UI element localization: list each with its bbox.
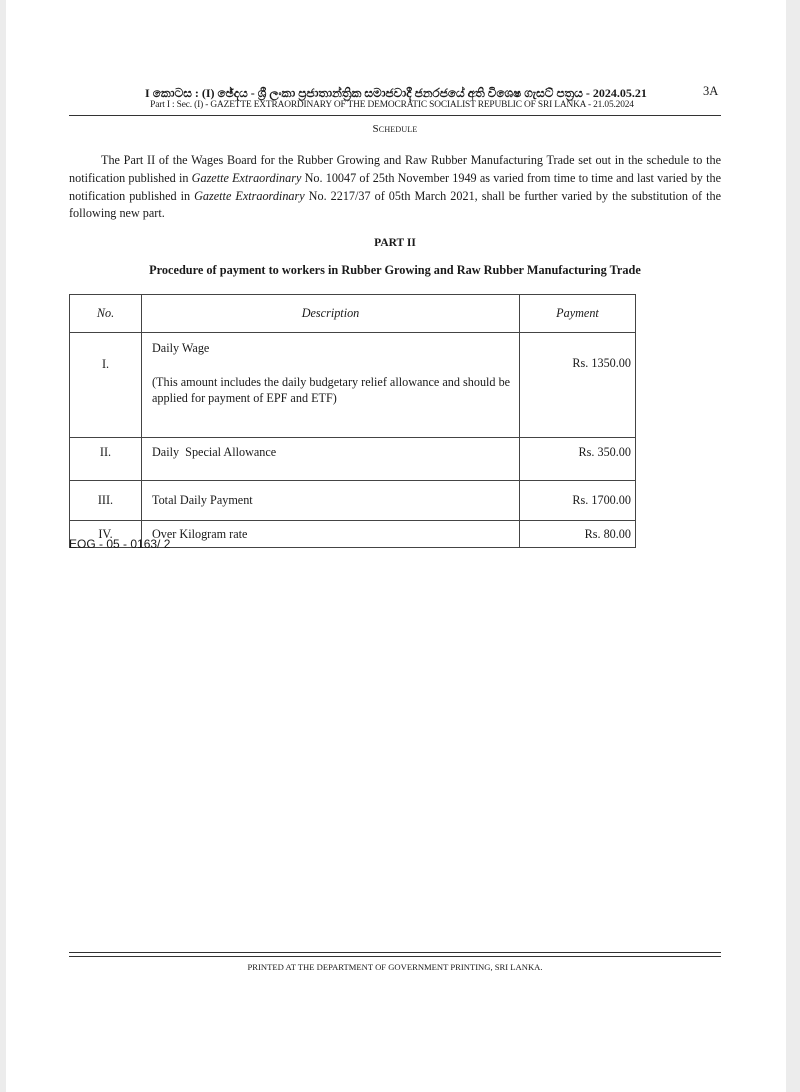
intro-text-3: No. 2217/37 of 05th March 2021, shall be further varied by the substitution of the following new part. <box>69 188 722 221</box>
row-payment: Rs. 80.00 <box>520 521 636 548</box>
row-description-title: Daily Wage <box>152 341 210 355</box>
page-number: 3A <box>703 84 719 98</box>
row-description <box>142 333 520 438</box>
row-description: Total Daily Payment <box>142 481 520 521</box>
table-row <box>70 333 636 438</box>
intro-text-2: No. 10047 of 25th November 1949 as varied from time to time and last varied by the notification published in <box>69 170 721 203</box>
header-english-line: Part I : Sec. (I) - GAZETTE EXTRAORDINARY OF THE DEMOCRATIC SOCIALIST REPUBLIC OF SRI LANKA - 21.05.2024 <box>150 100 634 110</box>
intro-text-1: The Part II of the Wages Board for the Rubber Growing and Raw Rubber Manufacturing Trade set out in the schedule to the notification published in <box>69 153 721 185</box>
row-description-note: (This amount includes the daily budgetary relief allowance and should be applied for payment of EPF and ETF) <box>152 375 511 405</box>
row-number: II. <box>70 438 142 481</box>
schedule-heading: Schedule <box>372 123 418 135</box>
row-payment: Rs. 1700.00 <box>520 481 636 521</box>
procedure-title: Procedure of payment to workers in Rubber Growing and Raw Rubber Manufacturing Trade <box>149 263 641 277</box>
footer-divider-bottom <box>69 956 721 957</box>
header-payment: Payment <box>520 295 636 333</box>
row-number: I. <box>70 333 142 438</box>
printer-footer: PRINTED AT THE DEPARTMENT OF GOVERNMENT PRINTING, SRI LANKA. <box>247 962 543 972</box>
reference-code: EOG - 05 - 0163/ 2 <box>69 537 171 551</box>
header-sinhala-line: I කොටස : (I) ඡේදය - ශ්‍රී ලංකා ප්‍රජාතාන්ත්‍රික සමාජවාදී ජනරජයේ අති විශෙෂ ගැසට් පත්‍රය - 2024.05.21 <box>145 86 647 100</box>
table-row <box>70 481 636 521</box>
payment-table <box>69 294 636 548</box>
row-description: Daily Special Allowance <box>142 438 520 481</box>
row-number: III. <box>70 481 142 521</box>
header-divider <box>69 115 721 116</box>
row-payment: Rs. 350.00 <box>520 438 636 481</box>
part-title: PART II <box>374 237 416 249</box>
footer-divider-top <box>69 952 721 953</box>
intro-paragraph <box>69 152 721 223</box>
row-number: IV. <box>70 521 142 548</box>
row-description: Over Kilogram rate <box>142 521 520 548</box>
intro-gazette-ref-1: Gazette Extraordinary <box>191 170 302 185</box>
header-no: No. <box>70 295 142 333</box>
intro-gazette-ref-2: Gazette Extraordinary <box>194 188 305 203</box>
table-header-row <box>70 295 636 333</box>
row-payment: Rs. 1350.00 <box>520 333 636 438</box>
table-row <box>70 438 636 481</box>
header-description: Description <box>142 295 520 333</box>
gazette-page <box>6 0 786 1092</box>
